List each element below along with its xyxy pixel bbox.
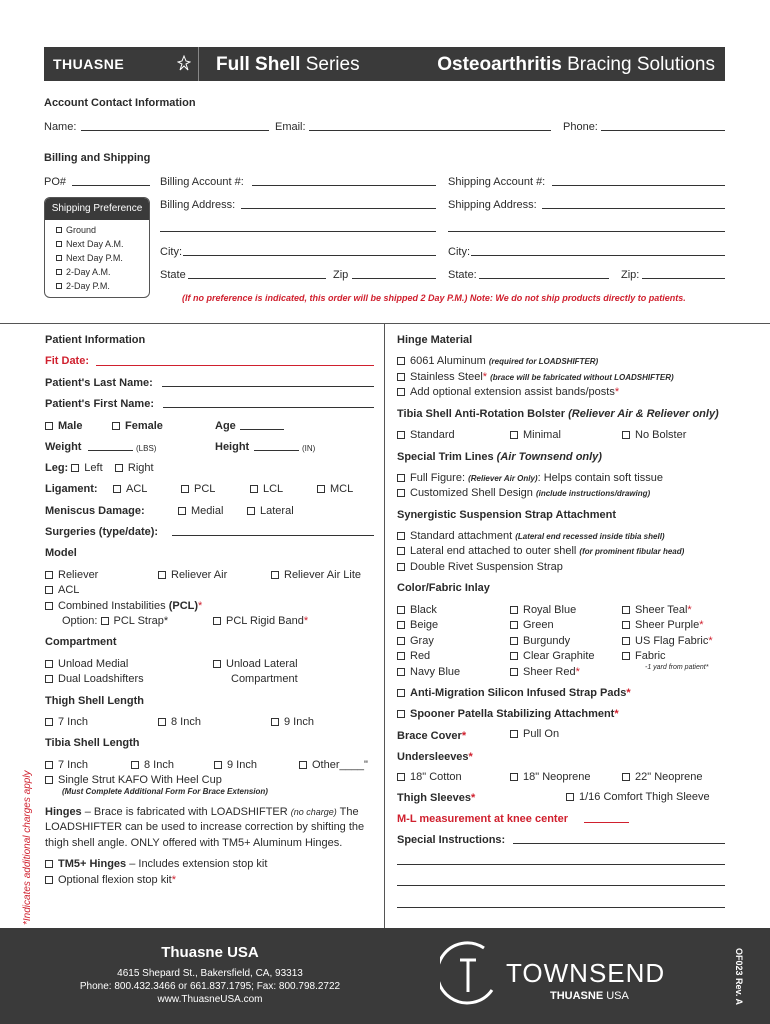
- checkbox[interactable]: [213, 617, 221, 625]
- last-name-label: Patient's Last Name:: [45, 377, 153, 389]
- checkbox[interactable]: [56, 283, 62, 289]
- checkbox[interactable]: [510, 652, 518, 660]
- email-field[interactable]: [309, 130, 551, 131]
- section-divider: [0, 323, 770, 324]
- po-field[interactable]: [72, 185, 150, 186]
- checkbox[interactable]: [397, 474, 405, 482]
- surgeries-field[interactable]: [172, 535, 374, 536]
- checkbox[interactable]: [45, 586, 53, 594]
- checkbox[interactable]: [622, 637, 630, 645]
- special-instructions-line-2[interactable]: [397, 864, 725, 865]
- dual-loadshifters[interactable]: Dual Loadshifters: [45, 673, 144, 685]
- name-label: Name:: [44, 121, 77, 133]
- checkbox[interactable]: [397, 668, 405, 676]
- ml-measurement-label: M-L measurement at knee center: [397, 813, 568, 825]
- column-divider: [384, 323, 385, 928]
- shipping-state-label: State:: [448, 269, 477, 281]
- comfort-thigh-sleeve[interactable]: 1/16 Comfort Thigh Sleeve: [566, 791, 710, 803]
- checkbox[interactable]: [131, 761, 139, 769]
- color-beige[interactable]: Beige: [397, 619, 438, 631]
- checkbox[interactable]: [45, 571, 53, 579]
- checkbox[interactable]: [45, 776, 53, 784]
- anti-migration-pads[interactable]: Anti-Migration Silicon Infused Strap Pads*: [397, 687, 631, 699]
- color-burgundy[interactable]: Burgundy: [510, 635, 570, 647]
- checkbox[interactable]: [45, 761, 53, 769]
- checkbox[interactable]: [397, 689, 405, 697]
- checkbox[interactable]: [397, 773, 405, 781]
- footer-web[interactable]: www.ThuasneUSA.com: [157, 994, 263, 1005]
- checkbox[interactable]: [397, 710, 405, 718]
- model-acl[interactable]: ACL: [45, 584, 79, 596]
- footer-company: Thuasne USA: [161, 944, 259, 961]
- brace-cover-label: Brace Cover*: [397, 730, 467, 742]
- pcl-option-row: Option: PCL Strap*: [62, 615, 169, 627]
- shipping-account-field[interactable]: [552, 185, 725, 186]
- checkbox[interactable]: [45, 422, 53, 430]
- checkbox[interactable]: [45, 602, 53, 610]
- checkbox[interactable]: [115, 464, 123, 472]
- checkbox[interactable]: [510, 637, 518, 645]
- hinge-steel[interactable]: Stainless Steel* (brace will be fabricated without LOADSHIFTER): [397, 371, 674, 383]
- checkbox[interactable]: [397, 357, 405, 365]
- color-gray[interactable]: Gray: [397, 635, 434, 647]
- checkbox[interactable]: [299, 761, 307, 769]
- checkbox[interactable]: [510, 621, 518, 629]
- color-green[interactable]: Green: [510, 619, 554, 631]
- tibia-8-inch[interactable]: 8 Inch: [131, 759, 174, 771]
- first-name-label: Patient's First Name:: [45, 398, 154, 410]
- shipping-address-field[interactable]: [542, 208, 725, 209]
- footer-phone: Phone: 800.432.3466 or 661.837.1795; Fax: 800.798.2722: [79, 981, 341, 992]
- billing-address-field-2[interactable]: [160, 231, 436, 232]
- checkbox[interactable]: [397, 652, 405, 660]
- billing-section-title: Billing and Shipping: [44, 152, 151, 164]
- kafo-note: (Must Complete Additional Form For Brace Extension): [62, 787, 268, 796]
- hinge-material-title: Hinge Material: [397, 334, 473, 346]
- shipping-preference-title: Shipping Preference: [45, 198, 149, 220]
- checkbox[interactable]: [250, 485, 258, 493]
- trim-full-figure[interactable]: Full Figure: (Reliever Air Only): Helps contain soft tissue: [397, 472, 663, 484]
- checkbox[interactable]: [181, 485, 189, 493]
- surgeries-label: Surgeries (type/date):: [45, 526, 159, 538]
- shipping-address-label: Shipping Address:: [448, 199, 537, 211]
- compartment-title: Compartment: [45, 636, 117, 648]
- billing-state-field[interactable]: [188, 278, 326, 279]
- checkbox[interactable]: [101, 617, 109, 625]
- shipping-address-field-2[interactable]: [448, 231, 725, 232]
- compartment-label: Compartment: [231, 673, 298, 685]
- form-id: OF023 Rev. A: [734, 948, 744, 1006]
- special-instructions-line-3[interactable]: [397, 885, 725, 886]
- shipping-state-field[interactable]: [479, 278, 609, 279]
- shipping-preference-box: [44, 197, 150, 298]
- special-instructions-line-4[interactable]: [397, 907, 725, 908]
- ligament-label: Ligament:: [45, 483, 98, 495]
- solutions-title: Osteoarthritis Bracing Solutions: [437, 54, 715, 75]
- tibia-shell-title: Tibia Shell Length: [45, 737, 140, 749]
- thigh-shell-title: Thigh Shell Length: [45, 695, 144, 707]
- checkbox[interactable]: [45, 660, 53, 668]
- additional-charges-note: *Indicates additional charges apply: [22, 770, 33, 925]
- bolster-title: Tibia Shell Anti-Rotation Bolster (Reliever Air & Reliever only): [397, 408, 719, 420]
- color-red[interactable]: Red: [397, 650, 430, 662]
- meniscus-medial[interactable]: Medial: [178, 505, 223, 517]
- meniscus-label: Meniscus Damage:: [45, 505, 145, 517]
- bolster-standard[interactable]: Standard: [397, 429, 455, 441]
- female-option[interactable]: Female: [112, 420, 163, 432]
- trim-custom-shell[interactable]: Customized Shell Design (include instructions/drawing): [397, 487, 650, 499]
- unload-medial[interactable]: Unload Medial: [45, 658, 128, 670]
- account-section-title: Account Contact Information: [44, 97, 196, 109]
- checkbox[interactable]: [510, 773, 518, 781]
- checkbox[interactable]: [45, 876, 53, 884]
- checkbox[interactable]: [397, 637, 405, 645]
- spooner-patella[interactable]: Spooner Patella Stabilizing Attachment*: [397, 708, 619, 720]
- checkbox[interactable]: [397, 373, 405, 381]
- checkbox[interactable]: [56, 227, 62, 233]
- first-name-field[interactable]: [163, 407, 374, 408]
- color-sheer-teal[interactable]: Sheer Teal*: [622, 604, 692, 616]
- male-option[interactable]: Male: [45, 420, 82, 432]
- po-label: PO#: [44, 176, 67, 188]
- color-clear-graphite[interactable]: Clear Graphite: [510, 650, 595, 662]
- checkbox[interactable]: [397, 563, 405, 571]
- checkbox[interactable]: [622, 652, 630, 660]
- thigh-sleeves-label: Thigh Sleeves*: [397, 792, 476, 804]
- fit-date-field[interactable]: [96, 365, 374, 366]
- billing-zip-field[interactable]: [352, 278, 436, 279]
- billing-account-field[interactable]: [252, 185, 436, 186]
- sleeve-18-cotton[interactable]: 18" Cotton: [397, 771, 462, 783]
- brand-mark-icon: [177, 55, 191, 73]
- checkbox[interactable]: [113, 485, 121, 493]
- strap-double-rivet[interactable]: Double Rivet Suspension Strap: [397, 561, 563, 573]
- townsend-brand: TOWNSEND: [506, 958, 666, 988]
- in-unit: (IN): [302, 444, 316, 453]
- color-fabric-title: Color/Fabric Inlay: [397, 582, 490, 594]
- strap-lateral-end[interactable]: Lateral end attached to outer shell (for prominent fibular head): [397, 545, 684, 557]
- tibia-9-inch[interactable]: 9 Inch: [214, 759, 257, 771]
- model-combined[interactable]: Combined Instabilities (PCL)*: [45, 600, 202, 612]
- header-bar: [44, 47, 725, 81]
- checkbox[interactable]: [510, 730, 518, 738]
- age-label: Age: [215, 420, 236, 432]
- billing-zip-label: Zip: [333, 269, 349, 281]
- checkbox[interactable]: [158, 718, 166, 726]
- checkbox[interactable]: [397, 621, 405, 629]
- checkbox[interactable]: [45, 675, 53, 683]
- ligament-acl[interactable]: ACL: [113, 483, 147, 495]
- checkbox[interactable]: [317, 485, 325, 493]
- hinges-line-3: thigh shell angle. ONLY offered with TM5+ Aluminum Hinges.: [45, 837, 343, 849]
- header-divider: [198, 47, 199, 81]
- color-black[interactable]: Black: [397, 604, 437, 616]
- name-field[interactable]: [81, 130, 269, 131]
- special-instructions-field[interactable]: [513, 843, 725, 844]
- model-title: Model: [45, 547, 77, 559]
- trim-lines-title: Special Trim Lines (Air Townsend only): [397, 451, 602, 463]
- checkbox[interactable]: [397, 532, 405, 540]
- checkbox[interactable]: [271, 571, 279, 579]
- shipping-city-label: City:: [448, 246, 470, 258]
- hinge-aluminum[interactable]: 6061 Aluminum (required for LOADSHIFTER): [397, 355, 598, 367]
- color-sheer-purple[interactable]: Sheer Purple*: [622, 619, 704, 631]
- brace-cover-pull-on[interactable]: Pull On: [510, 728, 559, 740]
- model-reliever-air[interactable]: Reliever Air: [158, 569, 227, 581]
- shipping-account-label: Shipping Account #:: [448, 176, 546, 188]
- townsend-logo-icon: [440, 940, 502, 1010]
- ship-option-2day-pm[interactable]: 2-Day P.M.: [56, 281, 149, 295]
- ship-option-next-day-am[interactable]: Next Day A.M.: [56, 239, 149, 253]
- bolster-none[interactable]: No Bolster: [622, 429, 686, 441]
- age-field[interactable]: [240, 429, 284, 430]
- height-label: Height: [215, 441, 250, 453]
- shipping-note: (If no preference is indicated, this order will be shipped 2 Day P.M.) Note: We do not ship products directly to patients.: [182, 293, 686, 303]
- hinges-line-2: LOADSHIFTER can be used to increase correction by shifting the: [45, 821, 365, 833]
- shipping-zip-label: Zip:: [621, 269, 640, 281]
- weight-label: Weight: [45, 441, 82, 453]
- tibia-7-inch[interactable]: 7 Inch: [45, 759, 88, 771]
- sleeve-18-neoprene[interactable]: 18" Neoprene: [510, 771, 591, 783]
- thuasne-usa-brand: THUASNE USA: [550, 990, 629, 1002]
- lbs-unit: (LBS): [136, 444, 157, 453]
- bolster-minimal[interactable]: Minimal: [510, 429, 561, 441]
- shipping-city-field[interactable]: [471, 255, 725, 256]
- checkbox[interactable]: [158, 571, 166, 579]
- checkbox[interactable]: [510, 606, 518, 614]
- footer-address: 4615 Shepard St., Bakersfield, CA, 93313: [117, 968, 303, 979]
- ml-measurement-field[interactable]: [584, 822, 629, 823]
- single-strut-kafo[interactable]: Single Strut KAFO With Heel Cup: [45, 774, 222, 786]
- weight-field[interactable]: [88, 450, 133, 451]
- thigh-7-inch[interactable]: 7 Inch: [45, 716, 88, 728]
- checkbox[interactable]: [213, 660, 221, 668]
- special-instructions-label: Special Instructions:: [397, 834, 506, 846]
- checkbox[interactable]: [56, 241, 62, 247]
- billing-account-label: Billing Account #:: [160, 176, 244, 188]
- thigh-8-inch[interactable]: 8 Inch: [158, 716, 201, 728]
- checkbox[interactable]: [178, 507, 186, 515]
- color-royal-blue[interactable]: Royal Blue: [510, 604, 576, 616]
- tm5-hinges[interactable]: TM5+ Hinges – Includes extension stop kit: [45, 858, 267, 870]
- billing-address-field[interactable]: [241, 208, 436, 209]
- strap-standard[interactable]: Standard attachment (Lateral end recessed inside tibia shell): [397, 530, 665, 542]
- checkbox[interactable]: [56, 269, 62, 275]
- checkbox[interactable]: [56, 255, 62, 261]
- checkbox[interactable]: [397, 489, 405, 497]
- checkbox[interactable]: [510, 668, 518, 676]
- checkbox[interactable]: [622, 606, 630, 614]
- leg-row: Leg: Left Right: [45, 462, 154, 474]
- unload-lateral[interactable]: Unload Lateral: [213, 658, 298, 670]
- checkbox[interactable]: [45, 860, 53, 868]
- billing-address-label: Billing Address:: [160, 199, 236, 211]
- last-name-field[interactable]: [162, 386, 374, 387]
- checkbox[interactable]: [112, 422, 120, 430]
- checkbox[interactable]: [45, 718, 53, 726]
- height-field[interactable]: [254, 450, 299, 451]
- tibia-other[interactable]: Other____": [299, 759, 368, 771]
- model-reliever-air-lite[interactable]: Reliever Air Lite: [271, 569, 361, 581]
- ligament-mcl[interactable]: MCL: [317, 483, 353, 495]
- strap-attachment-title: Synergistic Suspension Strap Attachment: [397, 509, 617, 521]
- color-navy-blue[interactable]: Navy Blue: [397, 666, 460, 678]
- checkbox[interactable]: [566, 793, 574, 801]
- checkbox[interactable]: [397, 547, 405, 555]
- color-fabric[interactable]: Fabric: [622, 650, 666, 662]
- billing-city-field[interactable]: [183, 255, 436, 256]
- checkbox[interactable]: [510, 431, 518, 439]
- billing-state-label: State: [160, 269, 186, 281]
- checkbox[interactable]: [271, 718, 279, 726]
- pcl-rigid-band[interactable]: PCL Rigid Band*: [213, 615, 308, 627]
- series-title: Full Shell Series: [216, 54, 360, 75]
- undersleeves-label: Undersleeves*: [397, 751, 473, 763]
- ship-option-ground[interactable]: Ground: [56, 225, 149, 239]
- hinges-line-1: Hinges – Brace is fabricated with LOADSHIFTER (no charge) The: [45, 806, 359, 818]
- checkbox[interactable]: [397, 606, 405, 614]
- hinge-assist-bands[interactable]: Add optional extension assist bands/posts*: [397, 386, 619, 398]
- checkbox[interactable]: [622, 431, 630, 439]
- checkbox[interactable]: [622, 773, 630, 781]
- footer: [0, 928, 770, 1024]
- shipping-zip-field[interactable]: [642, 278, 725, 279]
- ligament-lcl[interactable]: LCL: [250, 483, 283, 495]
- thigh-9-inch[interactable]: 9 Inch: [271, 716, 314, 728]
- checkbox[interactable]: [397, 388, 405, 396]
- billing-city-label: City:: [160, 246, 182, 258]
- checkbox[interactable]: [622, 621, 630, 629]
- fabric-note: -1 yard from patient*: [645, 664, 709, 671]
- checkbox[interactable]: [397, 431, 405, 439]
- meniscus-lateral[interactable]: Lateral: [247, 505, 294, 517]
- fit-date-label: Fit Date:: [45, 355, 89, 367]
- model-reliever[interactable]: Reliever: [45, 569, 98, 581]
- ship-option-next-day-pm[interactable]: Next Day P.M.: [56, 253, 149, 267]
- ligament-pcl[interactable]: PCL: [181, 483, 215, 495]
- sleeve-22-neoprene[interactable]: 22" Neoprene: [622, 771, 703, 783]
- phone-field[interactable]: [601, 130, 725, 131]
- color-sheer-red[interactable]: Sheer Red*: [510, 666, 580, 678]
- brand-logo: THUASNE: [53, 56, 125, 72]
- patient-section-title: Patient Information: [45, 334, 146, 346]
- ship-option-2day-am[interactable]: 2-Day A.M.: [56, 267, 149, 281]
- checkbox[interactable]: [247, 507, 255, 515]
- flexion-stop-kit[interactable]: Optional flexion stop kit*: [45, 874, 176, 886]
- phone-label: Phone:: [563, 121, 598, 133]
- email-label: Email:: [275, 121, 306, 133]
- color-us-flag[interactable]: US Flag Fabric*: [622, 635, 713, 647]
- checkbox[interactable]: [71, 464, 79, 472]
- checkbox[interactable]: [214, 761, 222, 769]
